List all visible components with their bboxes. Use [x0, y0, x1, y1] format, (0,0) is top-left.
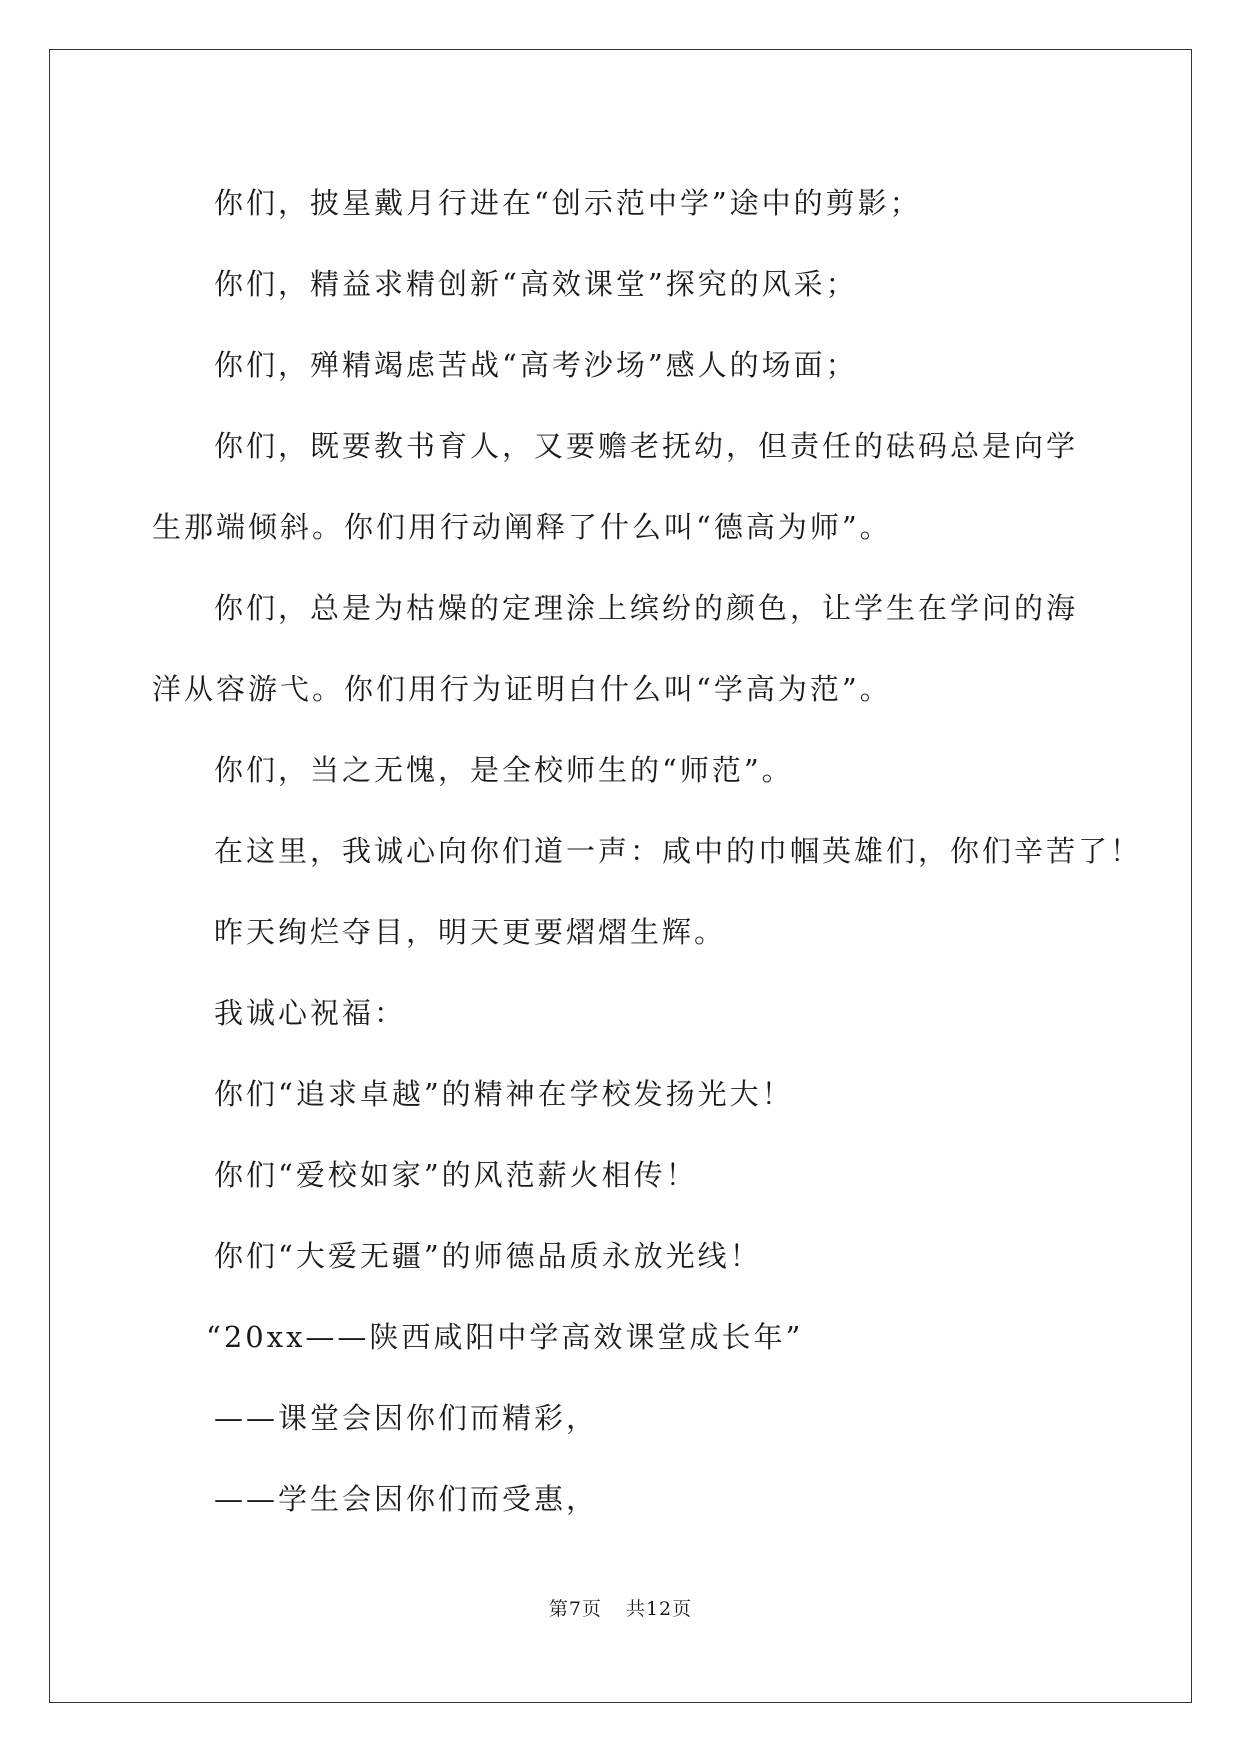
- paragraph-3: 你们，殚精竭虑苦战“高考沙场”感人的场面；: [214, 348, 858, 382]
- page-number-current: 第7页: [548, 1598, 602, 1620]
- paragraph-14: ——课堂会因你们而精彩，: [214, 1401, 599, 1435]
- paragraph-5: 你们，总是为枯燥的定理涂上缤纷的颜色，让学生在学问的海洋从容游弋。你们用行为证明白什么叫“学高为范”。: [152, 591, 1079, 706]
- paragraph-10: 你们“追求卓越”的精神在学校发扬光大！: [214, 1077, 794, 1111]
- paragraph-2: 你们，精益求精创新“高效课堂”探究的风采；: [214, 267, 858, 301]
- paragraph-8: 昨天绚烂夺目，明天更要熠熠生辉。: [214, 915, 727, 949]
- paragraph-1: 你们，披星戴月行进在“创示范中学”途中的剪影；: [214, 186, 922, 220]
- paragraph-13: “20xx——陕西咸阳中学高效课堂成长年”: [206, 1320, 804, 1354]
- page-footer: [0, 1594, 1241, 1621]
- paragraph-9: 我诚心祝福：: [214, 996, 407, 1030]
- paragraph-15: ——学生会因你们而受惠，: [214, 1482, 599, 1516]
- paragraph-7: 在这里，我诚心向你们道一声：咸中的巾帼英雄们，你们辛苦了！: [214, 834, 1143, 868]
- paragraph-6: 你们，当之无愧，是全校师生的“师范”。: [214, 753, 794, 787]
- paragraph-4: 你们，既要教书育人，又要赡老抚幼，但责任的砝码总是向学生那端倾斜。你们用行动阐释了什么叫“德高为师”。: [152, 429, 1079, 544]
- page-number-total: 共12页: [625, 1598, 693, 1620]
- paragraph-12: 你们“大爱无疆”的师德品质永放光线！: [214, 1239, 762, 1273]
- paragraph-11: 你们“爱校如家”的风范薪火相传！: [214, 1158, 698, 1192]
- document-body: [152, 163, 1143, 1540]
